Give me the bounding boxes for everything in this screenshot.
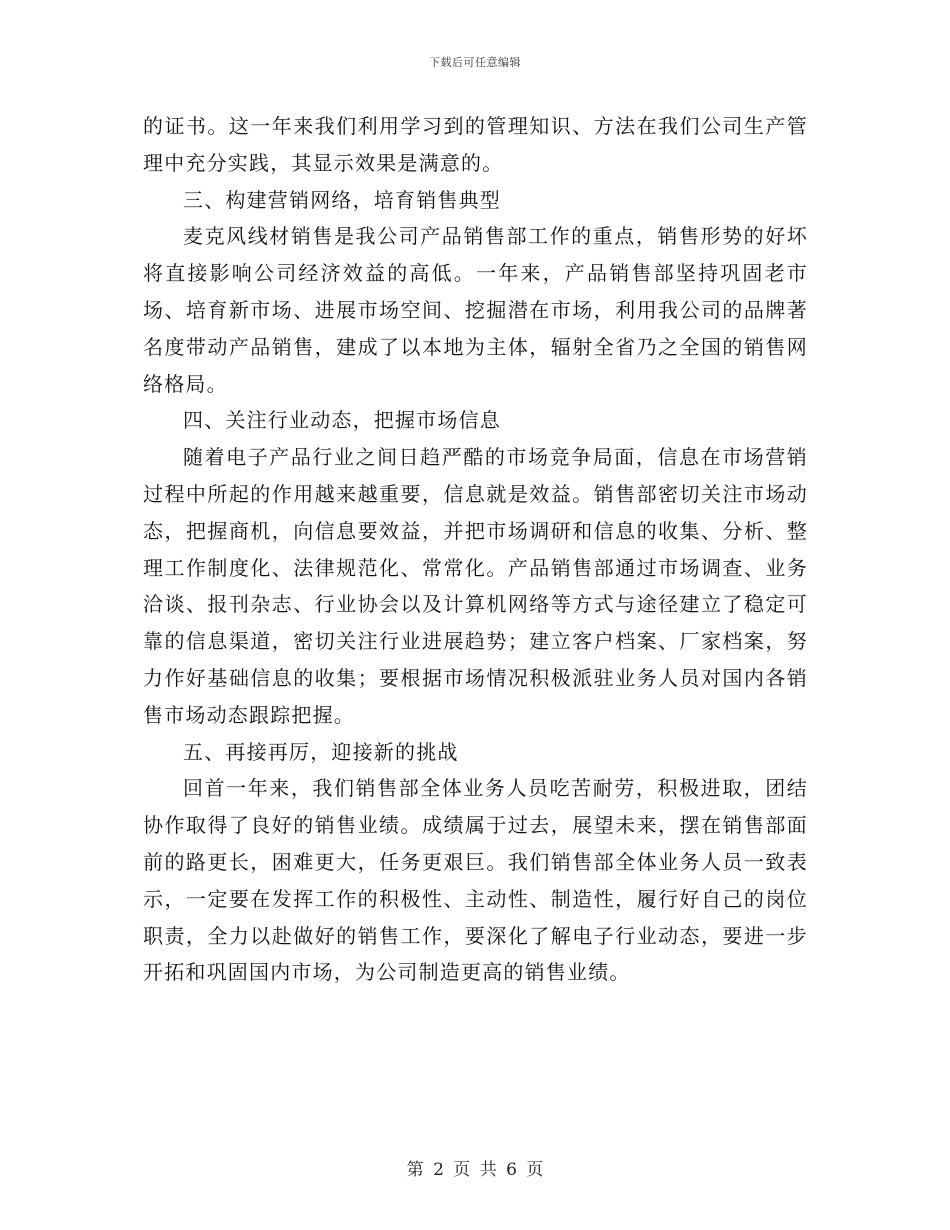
document-body [143,108,808,991]
body-paragraph: 麦克风线材销售是我公司产品销售部工作的重点，销售形势的好坏将直接影响公司经济效益的高低。一年来，产品销售部坚持巩固老市场、培育新市场、进展市场空间、挖掘潜在市场，利用我公司的品牌著名度带动产品销售，建成了以本地为主体，辐射全省乃之全国的销售网络格局。 [143,224,808,396]
body-paragraph: 随着电子产品行业之间日趋严酷的市场竞争局面，信息在市场营销过程中所起的作用越来越重要，信息就是效益。销售部密切关注市场动态，把握商机，向信息要效益，并把市场调研和信息的收集、分析、整理工作制度化、法律规范化、常常化。产品销售部通过市场调查、业务洽谈、报刊杂志、行业协会以及计算机网络等方式与途径建立了稳定可靠的信息渠道，密切关注行业进展趋势；建立客户档案、厂家档案，努力作好基础信息的收集；要根据市场情况积极派驻业务人员对国内各销售市场动态跟踪把握。 [143,445,808,727]
section-heading-5: 五、再接再厉，迎接新的挑战 [183,739,459,764]
section-heading-3: 三、构建营销网络，培育销售典型 [183,187,501,212]
body-paragraph: 回首一年来，我们销售部全体业务人员吃苦耐劳，积极进取，团结协作取得了良好的销售业绩。成绩属于过去，展望未来，摆在销售部面前的路更长，困难更大，任务更艰巨。我们销售部全体业务人员一致表示，一定要在发挥工作的积极性、主动性、制造性，履行好自己的岗位职责，全力以赴做好的销售工作，要深化了解电子行业动态，要进一步开拓和巩固国内市场，为公司制造更高的销售业绩。 [143,776,808,985]
page-header-note: 下载后可任意编辑 [429,56,521,69]
page-number: 第 2 页 共 6 页 [406,1160,544,1180]
section-heading-4: 四、关注行业动态，把握市场信息 [183,408,501,433]
body-paragraph-continuation: 的证书。这一年来我们利用学习到的管理知识、方法在我们公司生产管理中充分实践，其显示效果是满意的。 [143,114,808,175]
